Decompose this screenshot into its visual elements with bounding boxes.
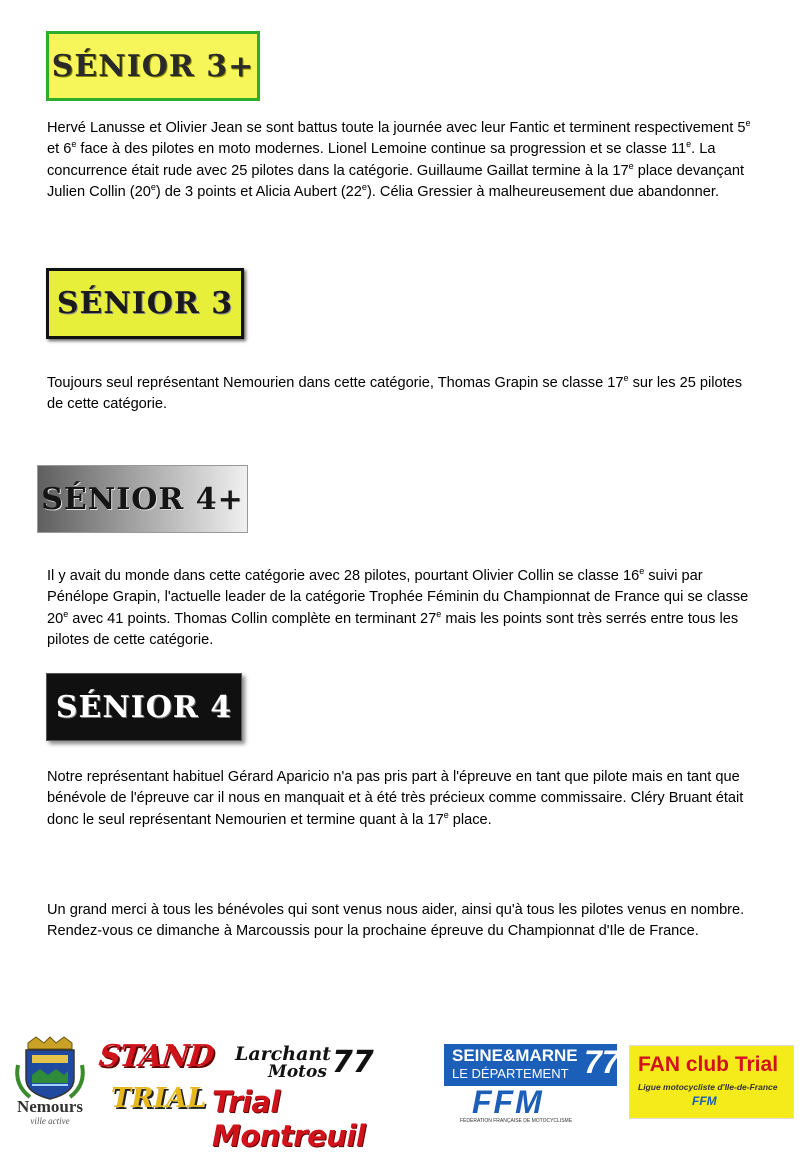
larchant-77: 77: [332, 1045, 374, 1080]
seine-et-marne-logo: [444, 1044, 620, 1125]
paragraph-senior-4-plus: Il y avait du monde dans cette catégorie avec 28 pilotes, pourtant Olivier Collin se classe 16e suivi par Pénélope Grapin, l'actuelle leader de la catégorie Trophée Féminin du Championnat de France qui se classe 20e avec 41 points. Thomas Collin complète en terminant 27e mais les points sont très serrés entre tous les pilotes de cette catégorie.: [47, 566, 749, 649]
nemours-logo: [10, 1035, 90, 1125]
trial-montreuil-text: Trial Montreuil: [212, 1085, 366, 1153]
ordinal-superscript: e: [361, 182, 367, 193]
ordinal-superscript: e: [436, 608, 442, 619]
ordinal-superscript: e: [628, 160, 634, 171]
seine-et-marne-77: 77: [584, 1044, 620, 1080]
ordinal-superscript: e: [623, 373, 629, 384]
ordinal-superscript: e: [745, 118, 751, 129]
fan-club-trial-logo: [629, 1045, 794, 1119]
larchant-text: Larchant: [235, 1043, 331, 1065]
ordinal-superscript: e: [63, 608, 69, 619]
ordinal-superscript: e: [443, 809, 449, 820]
ffm-logo-text: FFM: [472, 1084, 544, 1120]
fan-club-title: FAN club Trial: [638, 1053, 779, 1076]
nemours-name: Nemours: [16, 1097, 84, 1116]
section-heading-senior-3-plus: SÉNIOR 3+: [46, 31, 260, 101]
ordinal-superscript: e: [71, 139, 77, 150]
larchant-motos-logo: [210, 1043, 420, 1153]
ordinal-superscript: e: [639, 566, 645, 577]
nemours-tagline: ville active: [30, 1116, 70, 1126]
paragraph-senior-3: Toujours seul représentant Nemourien dans cette catégorie, Thomas Grapin se classe 17e sur les 25 pilotes de cette catégorie.: [47, 373, 743, 413]
section-heading-senior-4: SÉNIOR 4: [46, 673, 242, 741]
fan-club-subtitle: Ligue motocycliste d'Ile-de-France: [638, 1082, 778, 1092]
seine-et-marne-text: SEINE&MARNE: [452, 1046, 578, 1065]
paragraph-senior-4: Notre représentant habituel Gérard Aparicio n'a pas pris part à l'épreuve en tant que pilote mais en tant que bénévole de l'épreuve car il nous en manquait et à été très précieux comme commissaire. Cléry Bruant était donc le seul représentant Nemourien et termine quant à la 17e place.: [47, 769, 744, 828]
ordinal-superscript: e: [150, 182, 156, 193]
section-heading-senior-4-plus: SÉNIOR 4+: [37, 465, 248, 533]
paragraph-senior-3-plus: Hervé Lanusse et Olivier Jean se sont battus toute la journée avec leur Fantic et terminent respectivement 5e et 6e face à des pilotes en moto modernes. Lionel Lemoine continue sa progression et se classe 11e. La concurrence était rude avec 25 pilotes dans la catégorie. Guillaume Gaillat termine à la 17e place devançant Julien Collin (20e) de 3 points et Alicia Aubert (22e). Célia Gressier à malheureusement due abandonner.: [47, 118, 751, 201]
trial-text: TRIAL: [111, 1083, 207, 1114]
ordinal-superscript: e: [686, 139, 692, 150]
ffm-subtitle: FÉDÉRATION FRANÇAISE DE MOTOCYCLISME: [460, 1118, 573, 1124]
stand-text: STAND: [97, 1039, 215, 1074]
le-departement-text: LE DÉPARTEMENT: [452, 1066, 569, 1081]
fan-club-ffm-badge: FFM: [692, 1094, 717, 1108]
section-heading-senior-3: SÉNIOR 3: [46, 268, 244, 339]
closing-paragraph: Un grand merci à tous les bénévoles qui sont venus nous aider, ainsi qu'à tous les pilotes venus en nombre. Rendez-vous ce dimanche à Marcoussis pour la prochaine épreuve du Championnat d'Ile de France.: [47, 902, 745, 940]
motos-text: Motos: [268, 1062, 327, 1082]
stand-trial-logo: [97, 1039, 215, 1125]
